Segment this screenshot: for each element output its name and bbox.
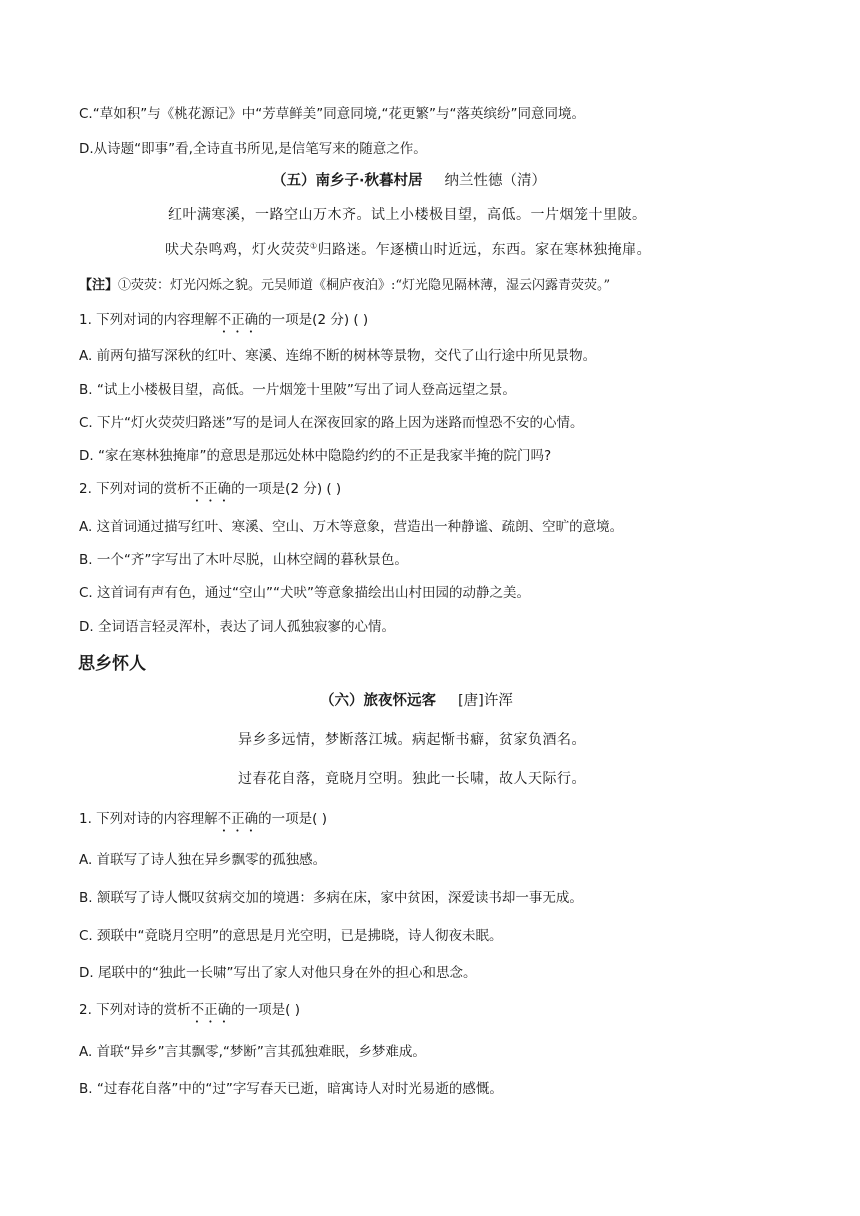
poem6-line-2: 过春花自落，竟晓月空明。独此一长啸，故人天际行。 xyxy=(238,771,586,787)
stem-text-end: 的一项是(2 分) ( ) xyxy=(258,312,369,328)
poem5-q2-option-c: C. 这首词有声有色，通过“空山”“犬吠”等意象描绘出山村田园的动静之美。 xyxy=(79,585,530,601)
stem-text-end: 的一项是( ) xyxy=(258,811,327,827)
poem5-note xyxy=(79,277,610,295)
stem-emphasis: 不正确 xyxy=(217,811,259,827)
poem5-q1-stem xyxy=(79,311,368,336)
poem5-q2-option-d: D. 全词语言轻灵浑朴，表达了词人孤独寂寥的心情。 xyxy=(79,619,395,635)
poem6-title-line xyxy=(320,691,513,711)
stem-text-end: 的一项是(2 分) ( ) xyxy=(231,481,342,497)
option-d-text: D.从诗题“即事”看,全诗直书所见,是信笔写来的随意之作。 xyxy=(79,141,427,157)
poem5-q1-option-b: B. “试上小楼极目望，高低。一片烟笼十里陂”写出了词人登高远望之景。 xyxy=(79,382,516,398)
section-heading: 思乡怀人 xyxy=(78,654,146,674)
poem6-q1-stem xyxy=(79,810,327,835)
poem5-title: （五）南乡子·秋暮村居 xyxy=(272,173,423,189)
poem6-q2-option-a: A. 首联“异乡”言其飘零,“梦断”言其孤独难眠，乡梦难成。 xyxy=(79,1044,426,1060)
note-label: 【注】 xyxy=(79,278,119,293)
poem5-q1-option-d: D. “家在寒林独掩扉”的意思是那远处林中隐隐约约的不正是我家半掩的院门吗? xyxy=(79,448,552,464)
poem6-q1-option-a: A. 首联写了诗人独在异乡飘零的孤独感。 xyxy=(79,852,327,868)
poem6-q1-option-d: D. 尾联中的“独此一长啸”写出了家人对他只身在外的担心和思念。 xyxy=(79,965,477,981)
poem6-q2-option-b: B. “过春花自落”中的“过”字写春天已逝，暗寓诗人对时光易逝的感慨。 xyxy=(79,1081,503,1097)
stem-emphasis: 不正确 xyxy=(217,312,259,328)
poem5-line-2-part-b: 归路迷。乍逐横山时近远，东西。家在寒林独掩扉。 xyxy=(317,242,652,258)
poem5-line-2-part-a: 吠犬杂鸣鸡，灯火荧荧 xyxy=(165,242,310,258)
option-c-text: C.“草如积”与《桃花源记》中“芳草鲜美”同意同境,“花更繁”与“落英缤纷”同意同境。 xyxy=(79,106,585,122)
poem5-author: 纳兰性德（清） xyxy=(444,173,547,189)
stem-text: 1. 下列对诗的内容理解 xyxy=(79,811,218,827)
stem-text: 2. 下列对诗的赏析 xyxy=(79,1002,191,1018)
poem5-line-2 xyxy=(165,241,651,259)
poem6-title: （六）旅夜怀远客 xyxy=(320,693,436,709)
poem5-line-1: 红叶满寒溪，一路空山万木齐。试上小楼极目望，高低。一片烟笼十里陂。 xyxy=(168,207,647,223)
poem6-q2-stem xyxy=(79,1001,300,1026)
stem-emphasis: 不正确 xyxy=(190,481,232,497)
stem-text-end: 的一项是( ) xyxy=(231,1002,300,1018)
poem5-q1-option-a: A. 前两句描写深秋的红叶、寒溪、连绵不断的树林等景物，交代了山行途中所见景物。 xyxy=(79,348,597,364)
poem5-q2-option-a: A. 这首词通过描写红叶、寒溪、空山、万木等意象，营造出一种静谧、疏朗、空旷的意境。 xyxy=(79,519,624,535)
poem6-author: [唐]许浑 xyxy=(458,693,513,709)
stem-text: 2. 下列对词的赏析 xyxy=(79,481,191,497)
poem6-q1-option-c: C. 颈联中“竟晓月空明”的意思是月光空明，已是拂晓，诗人彻夜未眠。 xyxy=(79,928,503,944)
footnote-marker: ① xyxy=(310,241,318,251)
note-text: ①荧荧：灯光闪烁之貌。元吴师道《桐庐夜泊》:“灯光隐见隔林薄，湿云闪露青荧荧。” xyxy=(118,278,611,293)
poem6-line-1: 异乡多远情，梦断落江城。病起惭书癖，贫家负酒名。 xyxy=(238,732,586,748)
stem-text: 1. 下列对词的内容理解 xyxy=(79,312,218,328)
poem5-title-line xyxy=(272,171,546,191)
poem5-q2-stem xyxy=(79,480,341,505)
poem5-q1-option-c: C. 下片“灯火荧荧归路迷”写的是词人在深夜回家的路上因为迷路而惶恐不安的心情。 xyxy=(79,415,584,431)
stem-emphasis: 不正确 xyxy=(190,1002,232,1018)
poem6-q1-option-b: B. 颔联写了诗人慨叹贫病交加的境遇：多病在床，家中贫困，深爱读书却一事无成。 xyxy=(79,890,583,906)
poem5-q2-option-b: B. 一个“齐”字写出了木叶尽脱，山林空阔的暮秋景色。 xyxy=(79,552,408,568)
